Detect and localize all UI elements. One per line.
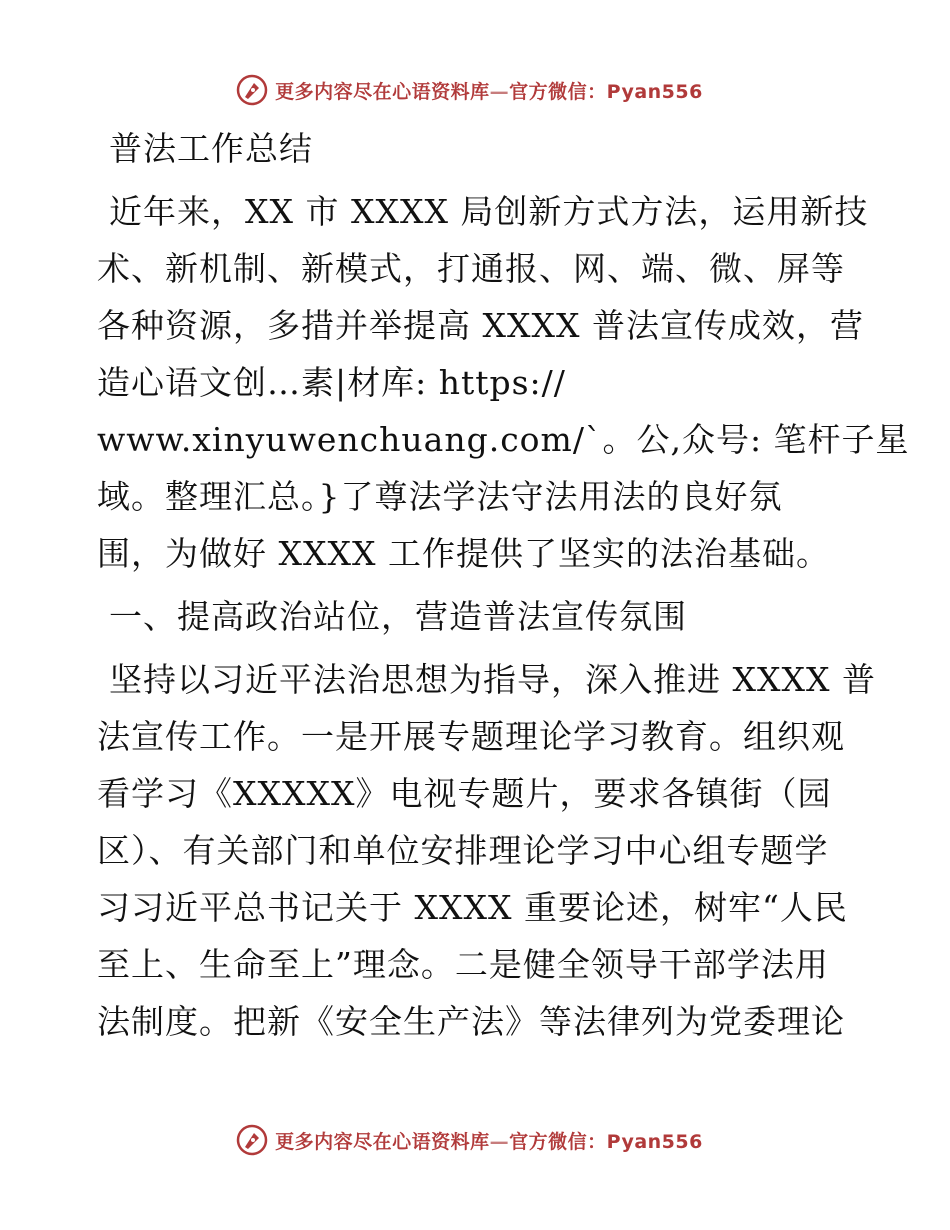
watermark-group — [235, 73, 703, 107]
section1-paragraph — [97, 651, 876, 1050]
text-line: 围，为做好 XXXX 工作提供了坚实的法治基础。 — [97, 534, 830, 573]
text-line: 近年来，XX 市 XXXX 局创新方式方法，运用新技 — [109, 192, 869, 231]
footer-watermark — [0, 1120, 950, 1160]
text-line: 术、新机制、新模式，打通报、网、端、微、屏等 — [97, 249, 845, 288]
text-line: 看学习《XXXXX》电视专题片，要求各镇街（园 — [97, 774, 832, 813]
text-line: 习习近平总书记关于 XXXX 重要论述，树牢“人民 — [97, 888, 848, 927]
text-line: 造心语文创…素|材库: https:// — [97, 363, 566, 402]
pen-nib-logo-icon — [235, 1123, 269, 1157]
text-line: 各种资源，多措并举提高 XXXX 普法宣传成效，营 — [97, 306, 864, 345]
watermark-text: 更多内容尽在心语资料库—官方微信：Pyan556 — [275, 80, 703, 103]
text-line: 法宣传工作。一是开展专题理论学习教育。组织观 — [97, 717, 845, 756]
pen-nib-logo-icon — [235, 73, 269, 107]
text-line: 法制度。把新《安全生产法》等法律列为党委理论 — [97, 1002, 845, 1041]
text-line: 区）、有关部门和单位安排理论学习中心组专题学 — [97, 831, 829, 870]
watermark-group — [235, 1123, 703, 1157]
document-body — [97, 120, 910, 1050]
intro-paragraph — [97, 183, 910, 582]
text-line: 域。整理汇总。}了尊法学法守法用法的良好氛 — [97, 477, 783, 516]
text-line: 坚持以习近平法治思想为指导，深入推进 XXXX 普 — [109, 660, 876, 699]
text-line: 至上、生命至上”理念。二是健全领导干部学法用 — [97, 945, 829, 984]
text-line: www.xinyuwenchuang.com/`。公,众号: 笔杆子星 — [97, 420, 910, 459]
watermark-text: 更多内容尽在心语资料库—官方微信：Pyan556 — [275, 1130, 703, 1153]
document-title: 普法工作总结 — [109, 129, 313, 168]
section-heading: 一、提高政治站位，营造普法宣传氛围 — [109, 597, 687, 636]
header-watermark — [0, 70, 950, 110]
